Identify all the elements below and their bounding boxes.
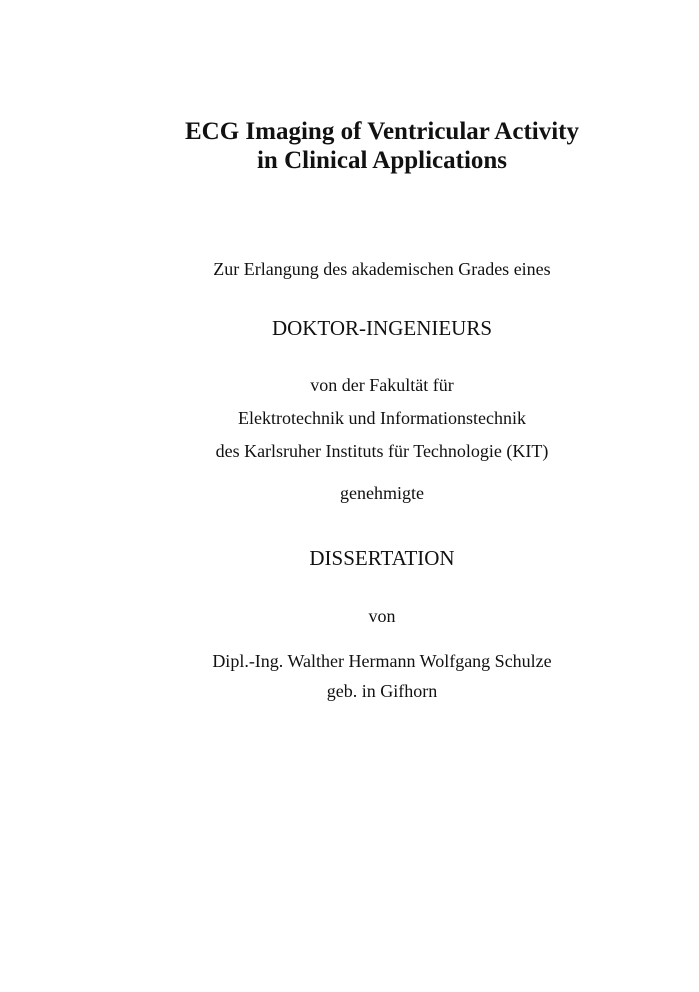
document-type: DISSERTATION	[309, 546, 455, 570]
purpose-text: Zur Erlangung des akademischen Grades eines	[213, 259, 551, 279]
by-text: von	[368, 606, 396, 626]
title-line-1: ECG Imaging of Ventricular Activity	[185, 118, 579, 145]
author-name: Dipl.-Ing. Walther Hermann Wolfgang Schulze	[212, 651, 552, 671]
faculty-line-1: von der Fakultät für	[310, 375, 454, 395]
faculty-line-2: Elektrotechnik und Informationstechnik	[238, 408, 526, 428]
degree-text: DOKTOR-INGENIEURS	[271, 316, 493, 340]
birthplace-text: geb. in Gifhorn	[326, 681, 438, 701]
faculty-line-3: des Karlsruher Instituts für Technologie (KIT)	[215, 441, 549, 461]
title-line-2: in Clinical Applications	[256, 147, 508, 174]
approved-text: genehmigte	[340, 483, 424, 503]
